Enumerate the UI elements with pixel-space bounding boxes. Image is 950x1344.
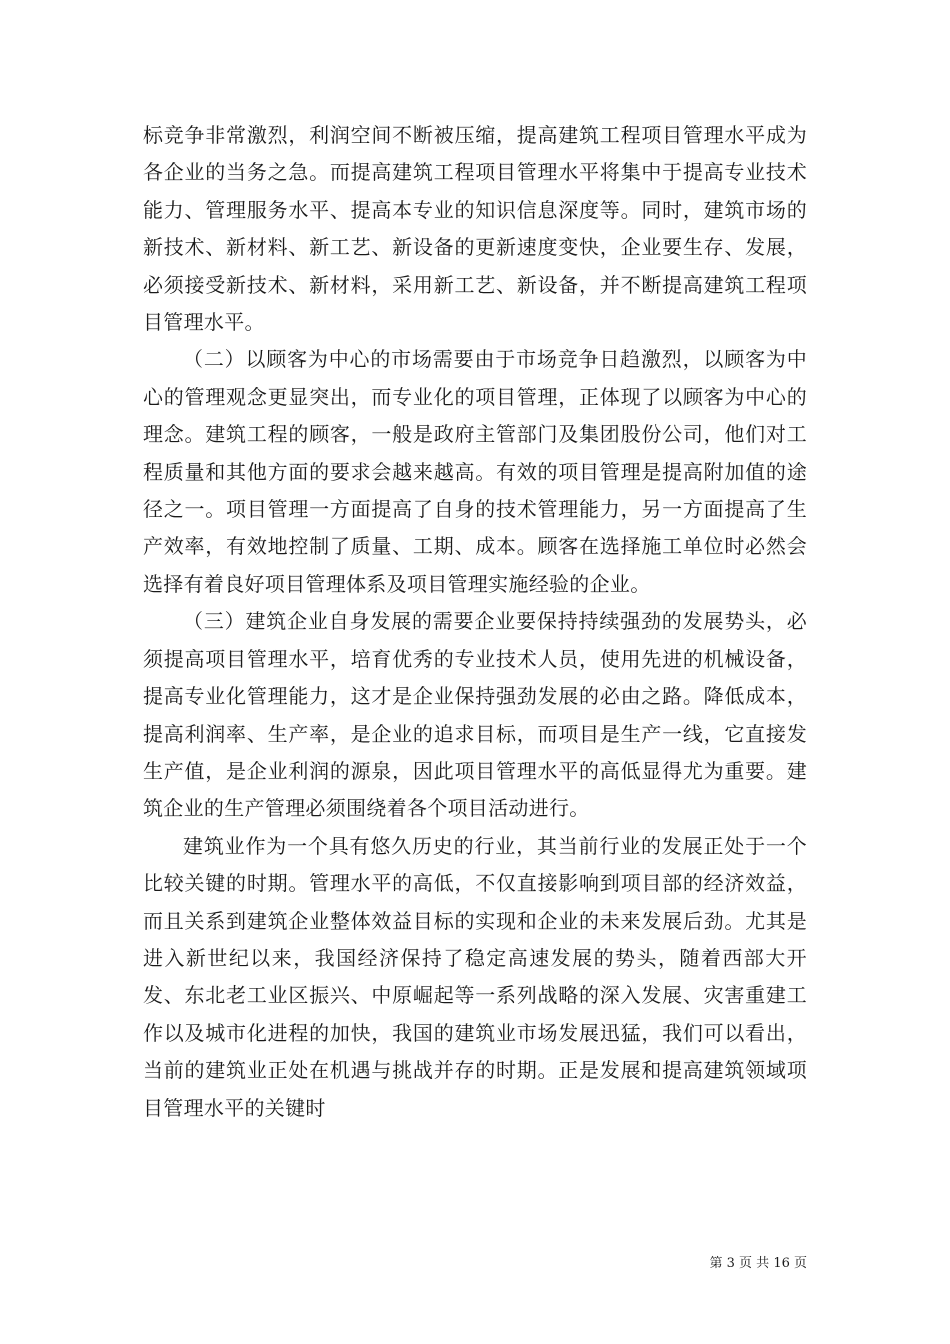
document-body: [143, 117, 807, 1127]
paragraph-4: 建筑业作为一个具有悠久历史的行业，其当前行业的发展正处于一个比较关键的时期。管理水平的高低，不仅直接影响到项目部的经济效益，而且关系到建筑企业整体效益目标的实现和企业的未来发展后劲。尤其是进入新世纪以来，我国经济保持了稳定高速发展的势头，随着西部大开发、东北老工业区振兴、中原崛起等一系列战略的深入发展、灾害重建工作以及城市化进程的加快，我国的建筑业市场发展迅猛，我们可以看出，当前的建筑业正处在机遇与挑战并存的时期。正是发展和提高建筑领域项目管理水平的关键时: [143, 833, 807, 1120]
page-number-footer: 第 3 页 共 16 页: [709, 1256, 807, 1271]
paragraph-1: 标竞争非常激烈，利润空间不断被压缩，提高建筑工程项目管理水平成为各企业的当务之急。而提高建筑工程项目管理水平将集中于提高专业技术能力、管理服务水平、提高本专业的知识信息深度等。同时，建筑市场的新技术、新材料、新工艺、新设备的更新速度变快，企业要生存、发展，必须接受新技术、新材料，采用新工艺、新设备，并不断提高建筑工程项目管理水平。: [143, 123, 807, 335]
paragraph-2: （二）以顾客为中心的市场需要由于市场竞争日趋激烈，以顾客为中心的管理观念更显突出，而专业化的项目管理，正体现了以顾客为中心的理念。建筑工程的顾客，一般是政府主管部门及集团股份公司，他们对工程质量和其他方面的要求会越来越高。有效的项目管理是提高附加值的途径之一。项目管理一方面提高了自身的技术管理能力，另一方面提高了生产效率，有效地控制了质量、工期、成本。顾客在选择施工单位时必然会选择有着良好项目管理体系及项目管理实施经验的企业。: [143, 347, 807, 596]
paragraph-3: （三）建筑企业自身发展的需要企业要保持持续强劲的发展势头，必须提高项目管理水平，培育优秀的专业技术人员，使用先进的机械设备，提高专业化管理能力，这才是企业保持强劲发展的必由之路。降低成本，提高利润率、生产率，是企业的追求目标，而项目是生产一线，它直接发生产值，是企业利润的源泉，因此项目管理水平的高低显得尤为重要。建筑企业的生产管理必须围绕着各个项目活动进行。: [143, 609, 807, 821]
